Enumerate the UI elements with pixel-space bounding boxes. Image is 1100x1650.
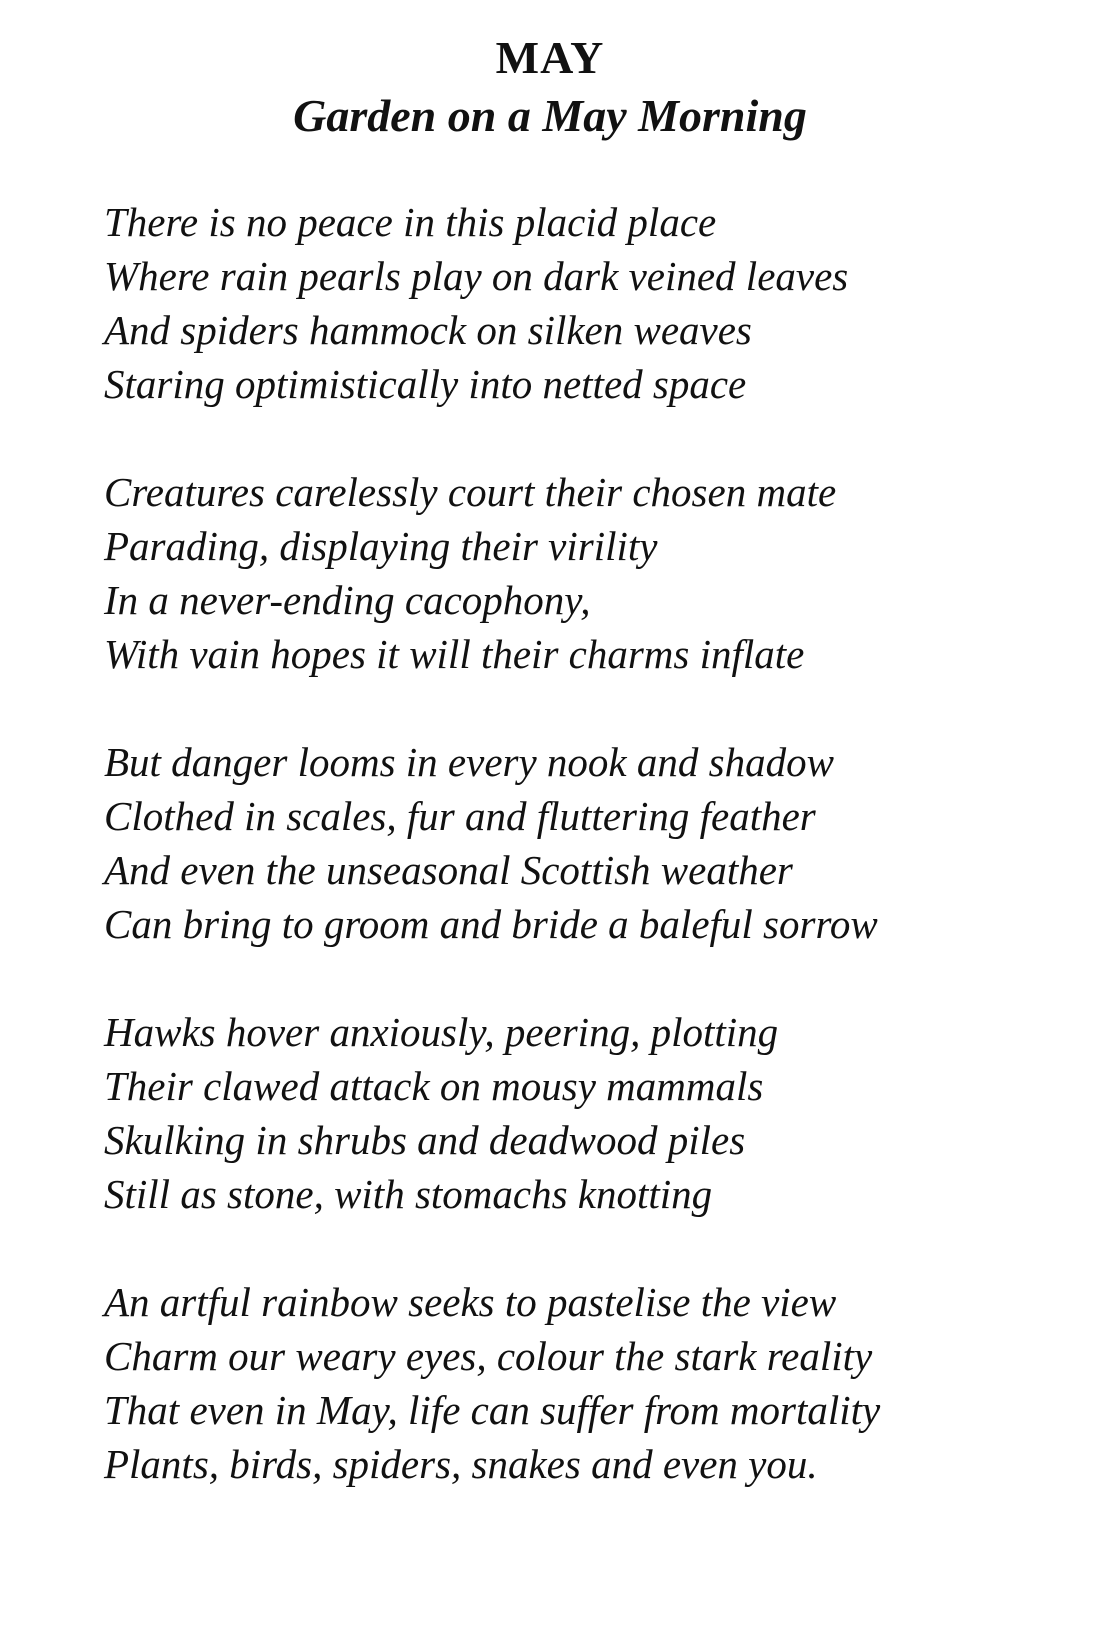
poem-line: With vain hopes it will their charms inflate xyxy=(104,631,805,677)
poem-line: Still as stone, with stomachs knotting xyxy=(104,1171,713,1217)
poem-line: And spiders hammock on silken weaves xyxy=(104,307,752,353)
poem-title: MAY xyxy=(495,32,605,83)
poem-subtitle: Garden on a May Morning xyxy=(293,90,807,141)
poem-line: Hawks hover anxiously, peering, plotting xyxy=(104,1009,779,1055)
poem-line: Clothed in scales, fur and fluttering feather xyxy=(104,793,816,839)
poem-line: That even in May, life can suffer from mortality xyxy=(104,1387,881,1433)
poem-body xyxy=(104,195,1064,1545)
stanza-1 xyxy=(104,195,1064,411)
poem-line: Charm our weary eyes, colour the stark reality xyxy=(104,1333,873,1379)
stanza-4 xyxy=(104,1005,1064,1221)
stanza-5 xyxy=(104,1275,1064,1491)
poem-line: An artful rainbow seeks to pastelise the view xyxy=(104,1279,837,1325)
poem-line: In a never-ending cacophony, xyxy=(104,577,591,623)
poem-line: Can bring to groom and bride a baleful sorrow xyxy=(104,901,878,947)
poem-line: Their clawed attack on mousy mammals xyxy=(104,1063,764,1109)
poem-line: Plants, birds, spiders, snakes and even you. xyxy=(104,1441,818,1487)
poem-line: Staring optimistically into netted space xyxy=(104,361,747,407)
poem-line: And even the unseasonal Scottish weather xyxy=(104,847,793,893)
poem-line: Skulking in shrubs and deadwood piles xyxy=(104,1117,746,1163)
poem-line: There is no peace in this placid place xyxy=(104,199,717,245)
stanza-3 xyxy=(104,735,1064,951)
poem-line: But danger looms in every nook and shadow xyxy=(104,739,834,785)
poem-line: Creatures carelessly court their chosen mate xyxy=(104,469,837,515)
poem-line: Where rain pearls play on dark veined leaves xyxy=(104,253,849,299)
poem-line: Parading, displaying their virility xyxy=(104,523,658,569)
stanza-2 xyxy=(104,465,1064,681)
poem-heading xyxy=(0,30,1100,146)
